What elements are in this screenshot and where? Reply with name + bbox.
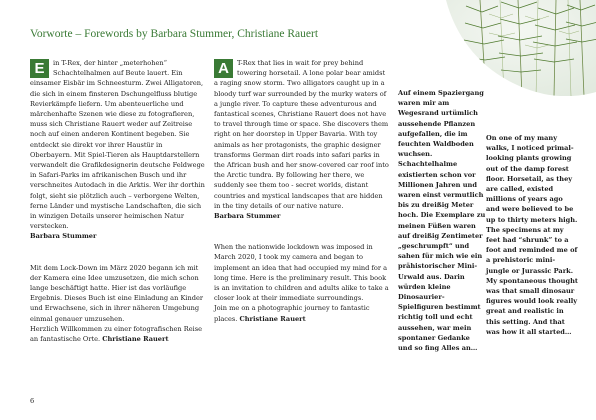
english-intro-paragraph: [214, 58, 390, 211]
german-foreword: [30, 58, 206, 344]
german-welcome-signature: Christiane Rauert: [102, 335, 169, 344]
german-sidebar-text: Auf einem Spaziergang waren mir am Wegesrand urtümlich aussehende Pflanzen aufgefallen, die im feuchten Waldboden wuchsen. Schachtelhalme existierten schon vor Millionen Jahren und waren einst vermutlich bis zu dreißig Meter hoch. Die Exemplare zu meinen Füßen waren auf dreißig Zentimeter „geschrumpft“ und sahen für mich wie ein prähistorischer Mini-Urwald aus. Darin würden kleine Dinosaurier-Spielfiguren bestimmt richtig toll und echt aussehen, war mein spontaner Gedanke und so fing Alles an…: [398, 89, 486, 353]
english-drop-cap: A: [214, 59, 233, 78]
english-intro-text: T-Rex that lies in wait for prey behind towering horsetail. A lone polar bear amidst a raging snow storm. Two alligators caught up in a bloody turf war surrounded by the murky waters of a jungle river. To capture these adventurous and fantastical scenes, Christiane Rauert does not have to travel through time or space. She discovers them right on her doorstep in Upper Bavaria. With toy animals as her protagonists, the graphic designer transforms German dirt roads into safari parks in the African bush and her snow-covered car roof into the Arctic tundra. By following her there, we suddenly see them too - secret worlds, distant countries and mystical landscapes that are hidden in the tiny details of our native nature.: [214, 59, 389, 210]
english-welcome-signature: Christiane Rauert: [239, 314, 306, 323]
english-foreword: [214, 58, 390, 324]
english-welcome-paragraph: [214, 303, 390, 323]
german-intro-text: in T-Rex, der hinter „meterhohen“ Schachtelhalmen auf Beute lauert. Ein einsamer Eisbär im Schneesturm. Zwei Alligatoren, die sich in einem finsteren Dschungelfluss blutige Revierkämpfe liefern. Um abenteuerliche und märchenhafte Szenen wie diese zu fotografieren, muss sich Christiane Rauert weder auf Zeitreise noch auf einen anderen Kontinent begeben. Sie entdeckt sie direkt vor ihrer Haustür in Oberbayern. Mit Spiel-Tieren als Hauptdarstellern verwandelt die Grafikdesignerin deutsche Feldwege in Safari-Parks im afrikanischen Busch und ihr verschneites Autodach in die Arktis. Wer ihr dorthin folgt, sieht sie plötzlich auch – verborgene Welten, ferne Länder und mystische Landschaften, die sich in winzigen Details unserer heimischen Natur verstecken.: [30, 59, 205, 231]
german-drop-cap: E: [30, 59, 49, 78]
english-intro-signature: Barbara Stummer: [214, 212, 281, 221]
german-intro-paragraph: [30, 58, 206, 231]
horsetail-photo: [440, 0, 596, 96]
page-number: 6: [30, 397, 35, 405]
english-welcome-text: Join me on a photographic journey to fantastic places.: [214, 304, 370, 323]
english-sidebar-text: On one of my many walks, I noticed primal-looking plants growing out of the damp forest floor. Horsetail, as they are called, existed millions of years ago and were believed to be up to thirty meters high. The specimens at my feet had “shrunk” to a foot and reminded me of a prehistoric mini-jungle or Jurassic Park. My spontaneous thought was that small dinosaur figures would look really great and realistic in this setting. And that was how it all started…: [486, 134, 578, 336]
german-welcome-text: Herzlich Willkommen zu einer fotografischen Reise an fantastische Orte.: [30, 324, 203, 344]
german-lockdown-paragraph: Mit dem Lock-Down im März 2020 begann ich mit der Kamera eine Idee umzusetzen, die mich schon lange beschäftigt hatte. Hier ist das vorläufige Ergebnis. Dieses Buch ist eine Einladung an Kinder und Erwachsene, sich in ihrer näheren Umgebung einmal genauer umzusehen.: [30, 263, 203, 323]
english-lockdown-paragraph: When the nationwide lockdown was imposed in March 2020, I took my camera and began to implement an idea that had occupied my mind for a long time. Here is the preliminary result. This book is an invitation to children and adults alike to take a closer look at their immediate surroundings.: [214, 243, 389, 303]
german-welcome-paragraph: [30, 324, 206, 344]
page-title: Vorworte – Forewords by Barbara Stummer, Christiane Rauert: [30, 28, 319, 40]
german-intro-signature: Barbara Stummer: [30, 232, 97, 241]
